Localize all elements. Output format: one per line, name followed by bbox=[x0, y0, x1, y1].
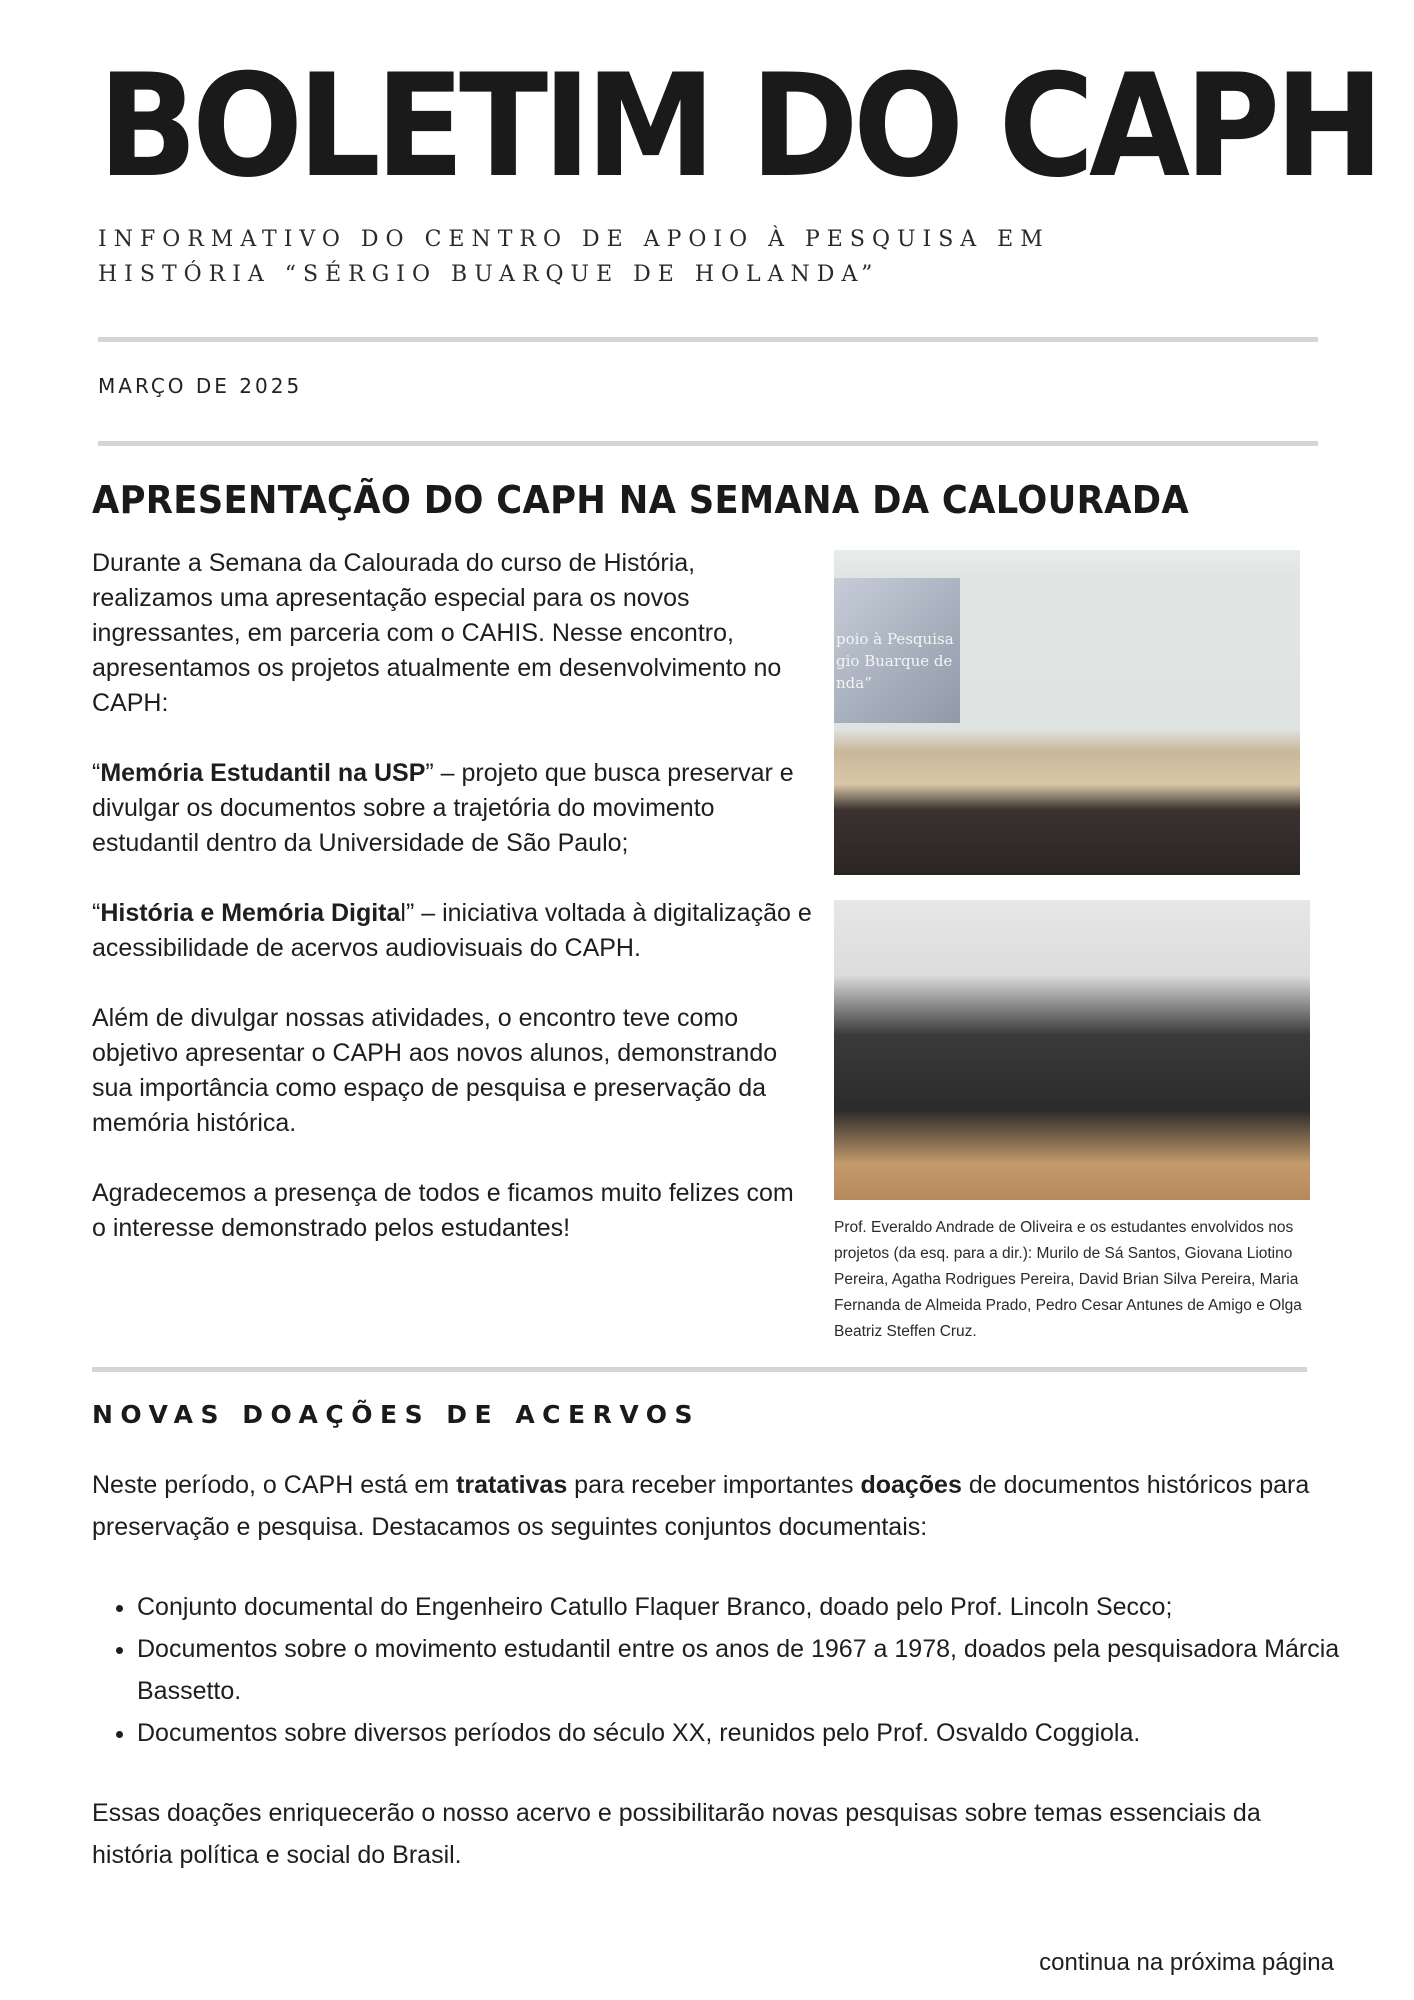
section-heading-doacoes: NOVAS DOAÇÕES DE ACERVOS bbox=[92, 1400, 701, 1429]
newsletter-subtitle: INFORMATIVO DO CENTRO DE APOIO À PESQUISA EM HISTÓRIA “SÉRGIO BUARQUE DE HOLANDA” bbox=[98, 227, 1050, 287]
doacoes-list bbox=[92, 1586, 1342, 1754]
doacoes-closing: Essas doações enriquecerão o nosso acervo e possibilitarão novas pesquisas sobre temas essenciais da história política e social do Brasil. bbox=[92, 1799, 1261, 1869]
doacoes-intro: Neste período, o CAPH está em tratativas para receber importantes doações de documentos históricos para preservação e pesquisa. Destacamos os seguintes conjuntos documentais: bbox=[92, 1471, 1310, 1541]
photo-group-students bbox=[834, 900, 1310, 1200]
newsletter-title: BOLETIM DO CAPH bbox=[98, 44, 1379, 209]
project-memoria-estudantil: “Memória Estudantil na USP” – projeto que busca preservar e divulgar os documentos sobre a trajetória do movimento estudantil dentro da Universidade de São Paulo; bbox=[92, 759, 794, 857]
issue-date: MARÇO DE 2025 bbox=[98, 374, 303, 398]
list-item: • Conjunto documental do Engenheiro Catullo Flaquer Branco, doado pelo Prof. Lincoln Secco; bbox=[137, 1586, 1342, 1628]
divider-date bbox=[98, 441, 1318, 446]
continue-next-page: continua na próxima página bbox=[1039, 1949, 1334, 1976]
project-historia-memoria-digital: “História e Memória Digital” – iniciativa voltada à digitalização e acessibilidade de acervos audiovisuais do CAPH. bbox=[92, 899, 812, 962]
list-item: • Documentos sobre diversos períodos do século XX, reunidos pelo Prof. Osvaldo Coggiola. bbox=[137, 1712, 1342, 1754]
article-calourada bbox=[92, 546, 812, 1281]
article-intro: Durante a Semana da Calourada do curso de História, realizamos uma apresentação especial para os novos ingressantes, em parceria com o CAHIS. Nesse encontro, apresentamos os projetos atualmente em desenvolvimento no CAPH: bbox=[92, 549, 782, 717]
photo-caption: Prof. Everaldo Andrade de Oliveira e os estudantes envolvidos nos projetos (da esq. para a dir.): Murilo de Sá Santos, Giovana Liotino Pereira, Agatha Rodrigues Pereira, David Brian Silva Pereira, Maria Fernanda de Almeida Prado, Pedro Cesar Antunes de Amigo e Olga Beatriz Steffen Cruz. bbox=[834, 1219, 1302, 1340]
photo-presentation-auditorium bbox=[834, 550, 1300, 875]
projector-screen: poio à Pesquisa gio Buarque de nda” bbox=[834, 578, 960, 723]
divider-top bbox=[98, 337, 1318, 342]
list-item: • Documentos sobre o movimento estudantil entre os anos de 1967 a 1978, doados pela pesquisadora Márcia Bassetto. bbox=[137, 1628, 1342, 1712]
article-paragraph-thanks: Agradecemos a presença de todos e ficamos muito felizes com o interesse demonstrado pelos estudantes! bbox=[92, 1179, 794, 1242]
section-heading-calourada: APRESENTAÇÃO DO CAPH NA SEMANA DA CALOURADA bbox=[92, 478, 1189, 522]
article-doacoes bbox=[92, 1464, 1342, 1876]
divider-section bbox=[92, 1367, 1307, 1372]
article-paragraph-objective: Além de divulgar nossas atividades, o encontro teve como objetivo apresentar o CAPH aos novos alunos, demonstrando sua importância como espaço de pesquisa e preservação da memória histórica. bbox=[92, 1004, 778, 1137]
